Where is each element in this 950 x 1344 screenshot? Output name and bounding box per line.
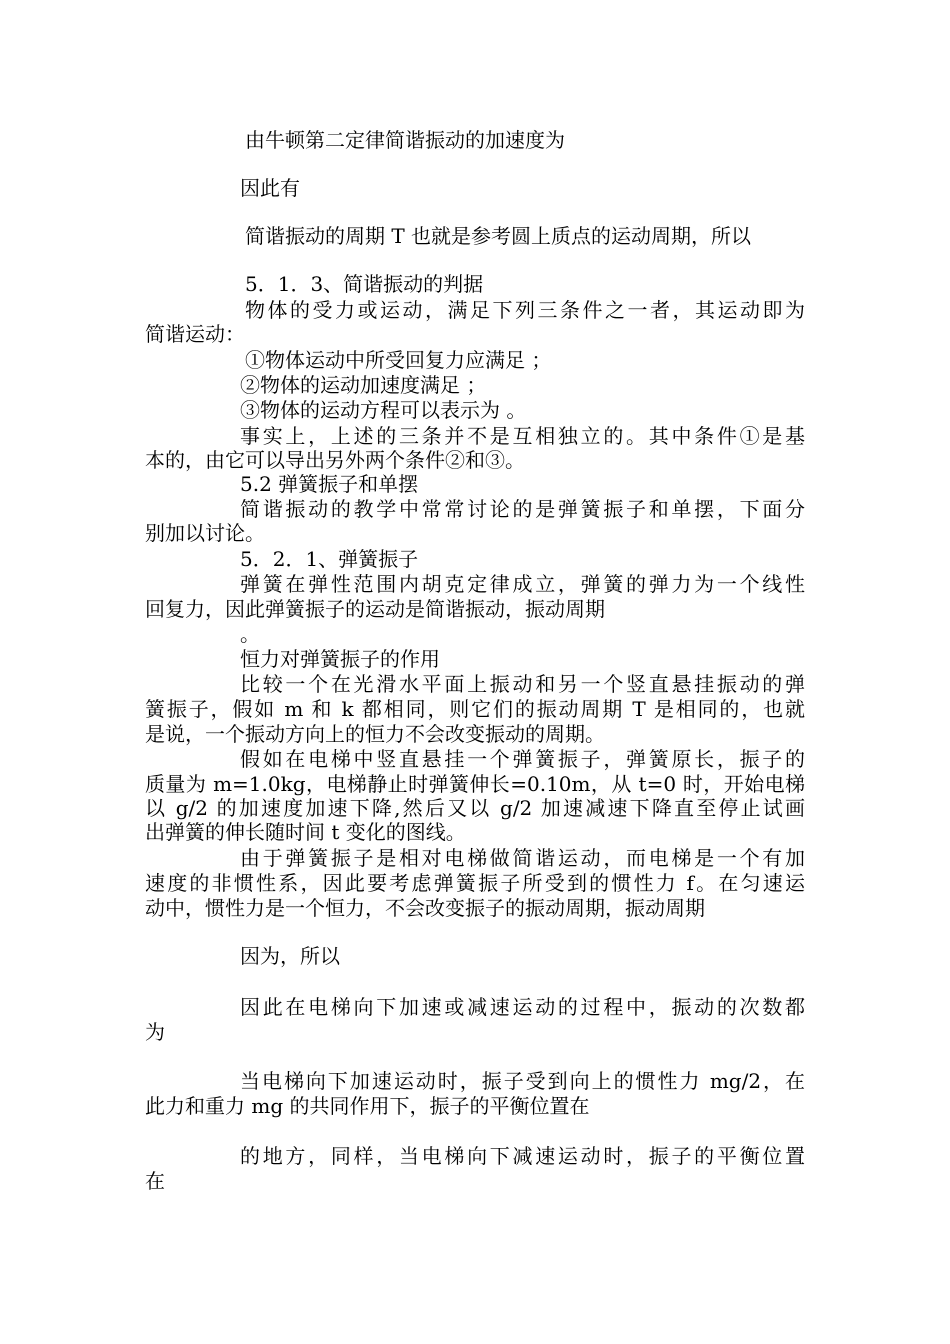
text-line: 以 g/2 的加速度加速下降,然后又以 g/2 加速减速下降直至停止试画	[145, 796, 805, 820]
section-heading: 5．2．1、弹簧振子	[240, 547, 419, 571]
text-line: 简谐运动：	[145, 322, 245, 346]
text-line: 的地方，同样，当电梯向下减速运动时，振子的平衡位置	[240, 1144, 805, 1168]
text-line: 由于弹簧振子是相对电梯做简谐运动，而电梯是一个有加	[240, 846, 805, 870]
text-line: 别加以讨论。	[145, 521, 265, 545]
text-line: 假如在电梯中竖直悬挂一个弹簧振子，弹簧原长，振子的	[240, 747, 805, 771]
text-line: 由牛顿第二定律简谐振动的加速度为	[245, 128, 565, 152]
text-line: 物体的受力或运动，满足下列三条件之一者，其运动即为	[245, 298, 805, 322]
text-line: 因此有	[240, 176, 300, 200]
text-line: 为	[145, 1020, 165, 1044]
text-line: 在	[145, 1169, 165, 1193]
text-line: 因此在电梯向下加速或减速运动的过程中，振动的次数都	[240, 995, 805, 1019]
text-line: 简谐振动的周期 T 也就是参考圆上质点的运动周期，所以	[245, 224, 752, 248]
list-item: ①物体运动中所受回复力应满足 ；	[245, 348, 552, 372]
text-line: 出弹簧的伸长随时间 t 变化的图线。	[145, 820, 466, 844]
text-line: 回复力，因此弹簧振子的运动是简谐振动，振动周期	[145, 597, 605, 621]
text-line: 质量为 m=1.0kg，电梯静止时弹簧伸长=0.10m，从 t=0 时，开始电梯	[145, 772, 805, 796]
list-item: ②物体的运动加速度满足 ；	[240, 373, 487, 397]
text-line: 当电梯向下加速运动时，振子受到向上的惯性力 mg/2，在	[240, 1069, 805, 1093]
text-line: 簧振子，假如 m 和 k 都相同，则它们的振动周期 T 是相同的，也就	[145, 697, 805, 721]
text-line: 比较一个在光滑水平面上振动和另一个竖直悬挂振动的弹	[240, 672, 805, 696]
text-line: 简谐振动的教学中常常讨论的是弹簧振子和单摆，下面分	[240, 497, 805, 521]
text-line: 动中，惯性力是一个恒力，不会改变振子的振动周期，振动周期	[145, 896, 705, 920]
text-line: 此力和重力 mg 的共同作用下，振子的平衡位置在	[145, 1094, 590, 1118]
list-item: ③物体的运动方程可以表示为 。	[240, 398, 527, 422]
text-line: 弹簧在弹性范围内胡克定律成立，弹簧的弹力为一个线性	[240, 572, 805, 596]
text-line: 因为，所以	[240, 944, 340, 968]
section-heading: 5．1．3、简谐振动的判据	[245, 272, 484, 296]
text-line: 速度的非惯性系，因此要考虑弹簧振子所受到的惯性力 f。在匀速运	[145, 871, 805, 895]
text-line: 是说，一个振动方向上的恒力不会改变振动的周期。	[145, 722, 605, 746]
section-heading: 5.2 弹簧振子和单摆	[240, 472, 419, 496]
text-line: 事实上，上述的三条并不是互相独立的。其中条件①是基	[240, 424, 805, 448]
text-line: 本的，由它可以导出另外两个条件②和③。	[145, 448, 525, 472]
text-line: 。	[240, 622, 260, 646]
subheading: 恒力对弹簧振子的作用	[240, 647, 440, 671]
